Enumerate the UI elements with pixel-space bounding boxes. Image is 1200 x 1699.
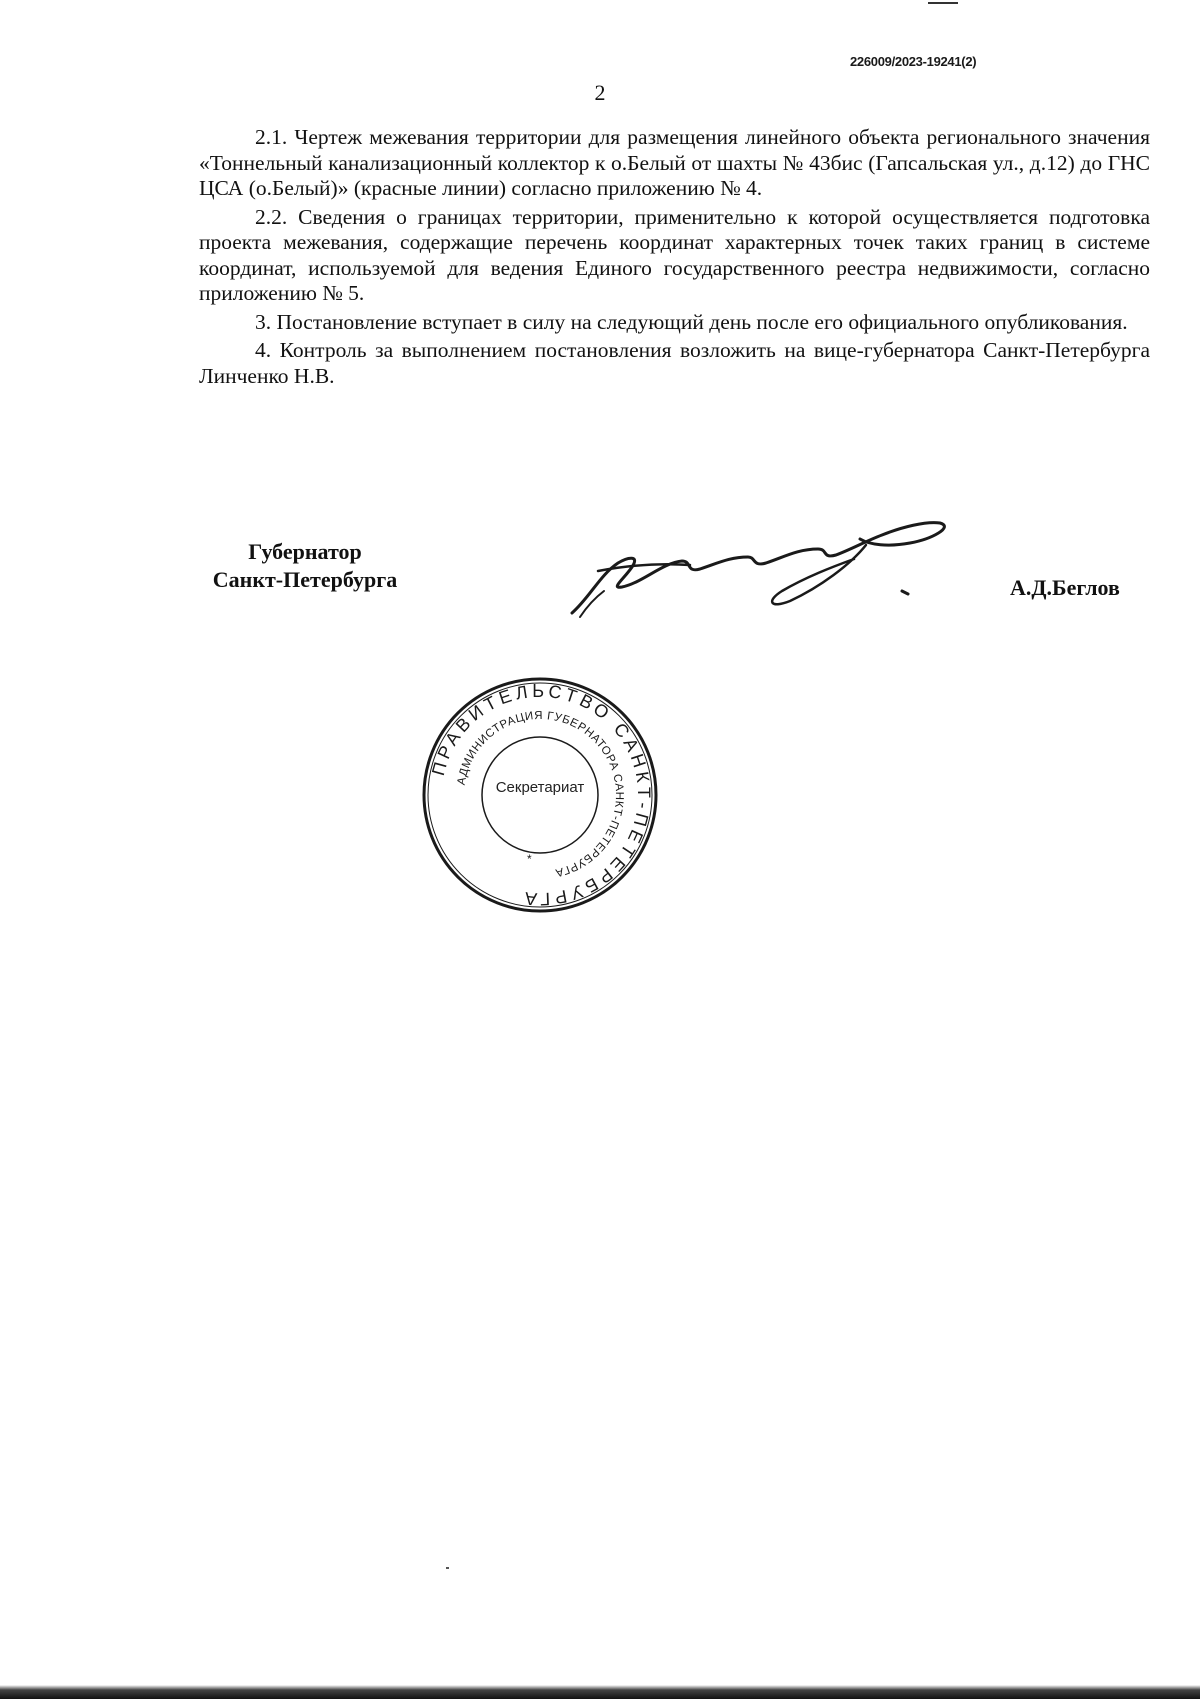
seal-center-text: Секретариат — [495, 779, 585, 796]
top-edge-mark — [928, 0, 958, 4]
handwritten-signature — [570, 505, 970, 625]
signer-title-line2: Санкт-Петербурга — [212, 567, 398, 592]
signer-title — [195, 538, 415, 594]
document-registration-number: 226009/2023-19241(2) — [850, 54, 977, 69]
seal-outer-text: ПРАВИТЕЛЬСТВО САНКТ-ПЕТЕРБУРГА — [427, 680, 655, 910]
paragraph-4: 4. Контроль за выполнением постановления возложить на вице-губернатора Санкт-Петербурга Линченко Н.В. — [199, 338, 1150, 388]
scan-bottom-edge — [0, 1685, 1200, 1699]
page-number: 2 — [594, 80, 606, 105]
signer-name: А.Д.Беглов — [1010, 575, 1120, 600]
scan-speck — [446, 1567, 449, 1569]
official-seal — [420, 675, 660, 915]
paragraph-2-1: 2.1. Чертеж межевания территории для размещения линейного объекта регионального значения «Тоннельный канализационный коллектор к о.Белый от шахты № 43бис (Гапсальская ул., д.12) до ГНС ЦСА (о.Белый)» (красные линии) согласно приложению № 4. — [199, 125, 1150, 200]
seal-inner-text: АДМИНИСТРАЦИЯ ГУБЕРНАТОРА САНКТ-ПЕТЕРБУРГА — [455, 709, 626, 879]
seal-star: * — [527, 852, 532, 866]
document-body — [199, 125, 1150, 392]
paragraph-2-2: 2.2. Сведения о границах территории, применительно к которой осуществляется подготовка проекта межевания, содержащие перечень координат характерных точек таких границ в системе координат, используемой для ведения Единого государственного реестра недвижимости, согласно приложению № 5. — [199, 204, 1150, 305]
paragraph-3: 3. Постановление вступает в силу на следующий день после его официального опубликования. — [255, 309, 1128, 334]
signer-title-line1: Губернатор — [248, 539, 362, 564]
